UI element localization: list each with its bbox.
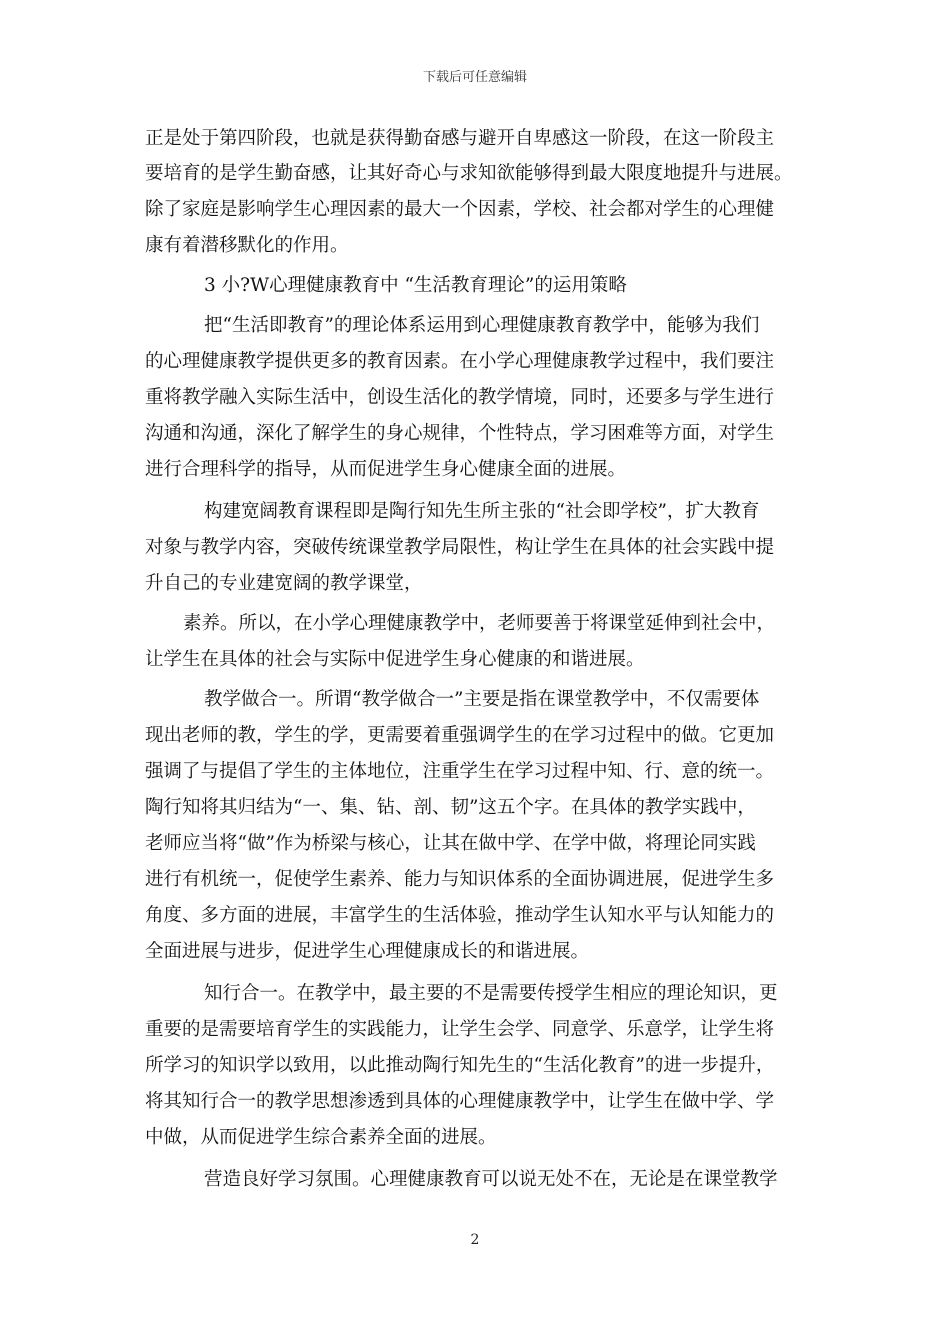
- text-line: 进行合理科学的指导，从而促进学生身心健康全面的进展。: [145, 459, 627, 480]
- text-line: 构建宽阔教育课程即是陶行知先生所主张的“社会即学校”，扩大教育: [204, 501, 760, 522]
- text-line: 正是处于第四阶段，也就是获得勤奋感与避开自卑感这一阶段，在这一阶段主: [145, 128, 775, 149]
- text-line: 教学做合一。所谓“教学做合一”主要是指在课堂教学中，不仅需要体: [204, 689, 760, 710]
- text-line: 陶行知将其归结为“一、集、钻、剖、韧”这五个字。在具体的教学实践中，: [145, 797, 756, 818]
- text-line: 对象与教学内容，突破传统课堂教学局限性，构让学生在具体的社会实践中提: [145, 537, 775, 558]
- text-line: 将其知行合一的教学思想渗透到具体的心理健康教学中，让学生在做中学、学: [145, 1091, 775, 1112]
- text-line: 进行有机统一，促使学生素养、能力与知识体系的全面协调进展，促进学生多: [145, 869, 775, 890]
- text-line: 的心理健康教学提供更多的教育因素。在小学心理健康教学过程中，我们要注: [145, 351, 775, 372]
- text-line: 沟通和沟通，深化了解学生的身心规律，个性特点，学习困难等方面，对学生: [145, 423, 775, 444]
- text-line: 除了家庭是影响学生心理因素的最大一个因素，学校、社会都对学生的心理健: [145, 199, 775, 220]
- text-line: 康有着潜移默化的作用。: [145, 235, 349, 256]
- text-line: 中做，从而促进学生综合素养全面的进展。: [145, 1127, 497, 1148]
- page-number: 2: [470, 1232, 480, 1248]
- text-line: 强调了与提倡了学生的主体地位，注重学生在学习过程中知、行、意的统一。: [145, 761, 775, 782]
- text-line: 要培育的是学生勤奋感，让其好奇心与求知欲能够得到最大限度地提升与进展。: [145, 163, 793, 184]
- section-heading: 3 小?W心理健康教育中 “生活教育理论”的运用策略: [204, 275, 627, 296]
- text-line: 升自己的专业建宽阔的教学课堂，: [145, 573, 423, 594]
- text-line: 让学生在具体的社会与实际中促进学生身心健康的和谐进展。: [145, 649, 645, 670]
- text-line: 全面进展与进步，促进学生心理健康成长的和谐进展。: [145, 941, 590, 962]
- text-line: 知行合一。在教学中，最主要的不是需要传授学生相应的理论知识，更: [204, 983, 778, 1004]
- page-header: 下载后可任意编辑: [422, 70, 527, 85]
- text-line: 把“生活即教育”的理论体系运用到心理健康教育教学中，能够为我们: [204, 315, 760, 336]
- text-line: 重将教学融入实际生活中，创设生活化的教学情境，同时，还要多与学生进行: [145, 387, 775, 408]
- text-line: 素养。所以，在小学心理健康教学中，老师要善于将课堂延伸到社会中，: [183, 613, 776, 634]
- text-line: 现出老师的教，学生的学，更需要着重强调学生的在学习过程中的做。它更加: [145, 725, 775, 746]
- text-line: 角度、多方面的进展，丰富学生的生活体验，推动学生认知水平与认知能力的: [145, 905, 775, 926]
- text-line: 所学习的知识学以致用，以此推动陶行知先生的“生活化教育”的进一步提升，: [145, 1055, 775, 1076]
- text-line: 重要的是需要培育学生的实践能力，让学生会学、同意学、乐意学，让学生将: [145, 1019, 775, 1040]
- text-line: 老师应当将“做”作为桥梁与核心，让其在做中学、在学中做，将理论同实践: [145, 833, 756, 854]
- text-line: 营造良好学习氛围。心理健康教育可以说无处不在，无论是在课堂教学: [204, 1169, 778, 1190]
